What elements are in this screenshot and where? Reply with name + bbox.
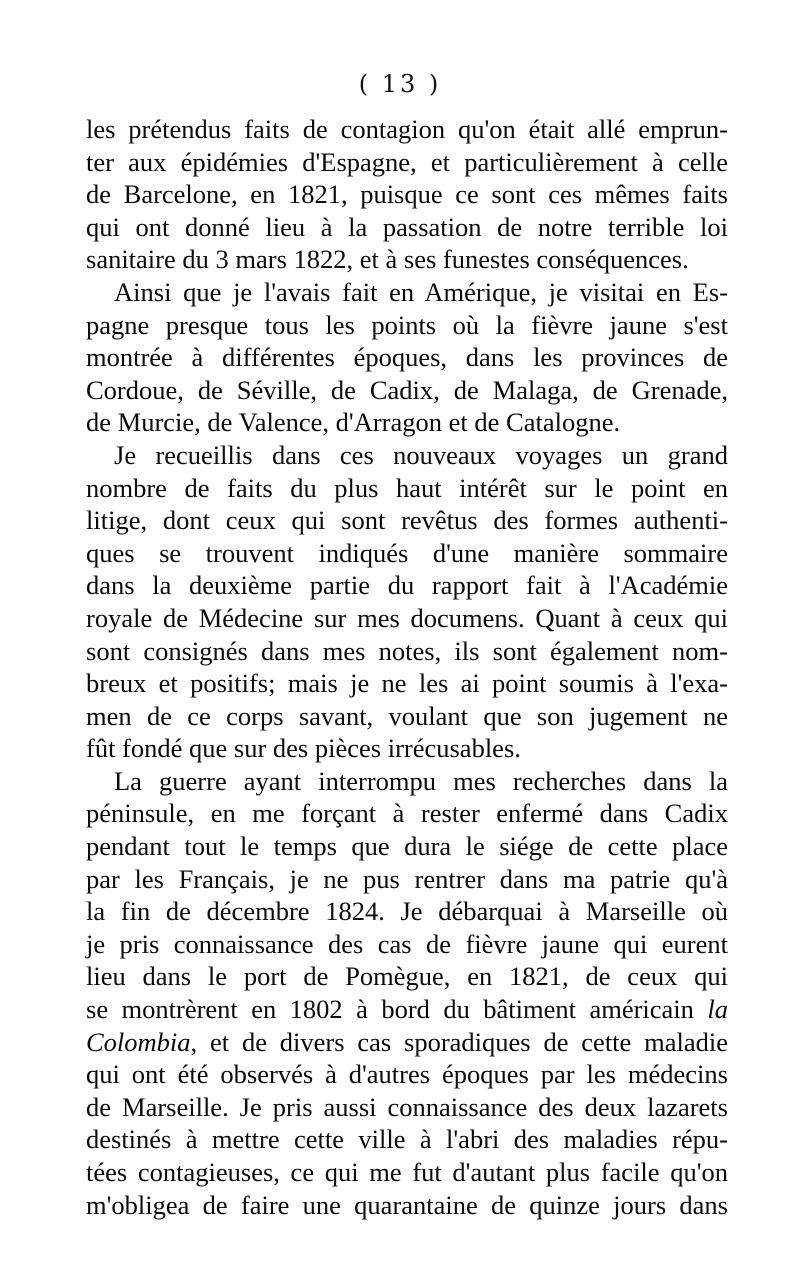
text-line: litige, dont ceux qui sont revêtus des formes authenti- [86, 505, 728, 536]
text-line: péninsule, en me forçant à rester enfermé dans Cadix [86, 798, 728, 829]
text-line: de Barcelone, en 1821, puisque ce sont ces mêmes faits [86, 179, 728, 210]
text-line: Cordoue, de Séville, de Cadix, de Malaga, de Grenade, [86, 374, 728, 405]
paragraph-first-line: Ainsi que je l'avais fait en Amérique, je visitai en Es- [114, 276, 728, 307]
text-line: montrée à différentes époques, dans les provinces de [86, 342, 728, 373]
text-line: la fin de décembre 1824. Je débarquai à Marseille où [86, 896, 728, 927]
text-line: tées contagieuses, ce qui me fut d'autant plus facile qu'on [86, 1157, 728, 1187]
text-line: qui ont donné lieu à la passation de notre terrible loi [86, 211, 728, 242]
text-line: sanitaire du 3 mars 1822, et à ses funestes conséquences. [86, 244, 689, 275]
italic-text-run: la [707, 994, 729, 1025]
italic-text-run: Colombia [86, 1026, 191, 1057]
text-line: ques se trouvent indiqués d'une manière sommaire [86, 537, 728, 568]
text-line: lieu dans le port de Pomègue, en 1821, de ceux qui [86, 961, 728, 992]
text-line: nombre de faits du plus haut intérêt sur le point en [86, 472, 728, 503]
paragraph-first-line: Je recueillis dans ces nouveaux voyages un grand [114, 439, 728, 470]
body-text [86, 113, 728, 1221]
text-line: je pris connaissance des cas de fièvre jaune qui eurent [86, 928, 728, 959]
text-line: m'obligea de faire une quarantaine de quinze jours dans [86, 1189, 728, 1220]
text-run: se montrèrent en 1802 à bord du bâtiment américain [86, 994, 694, 1025]
text-line: de Murcie, de Valence, d'Arragon et de Catalogne. [86, 407, 621, 438]
text-line: ter aux épidémies d'Espagne, et particulièrement à celle [86, 146, 728, 177]
text-line-with-italic [86, 993, 728, 1026]
text-line: pagne presque tous les points où la fièvre jaune s'est [86, 309, 728, 340]
text-line: les prétendus faits de contagion qu'on était allé emprun- [86, 114, 728, 144]
text-line: breux et positifs; mais je ne les ai point soumis à l'exa- [86, 668, 728, 699]
text-line: men de ce corps savant, voulant que son jugement ne [86, 700, 728, 731]
text-line: pendant tout le temps que dura le siége de cette place [86, 831, 728, 862]
paragraph-first-line: La guerre ayant interrompu mes recherches dans la [114, 765, 728, 796]
text-line: fût fondé que sur des pièces irrécusables. [86, 733, 521, 764]
text-line: dans la deuxième partie du rapport fait à l'Académie [86, 570, 728, 601]
text-line: royale de Médecine sur mes documens. Quant à ceux qui [86, 602, 728, 633]
text-run: , et de divers cas sporadiques de cette maladie [190, 1026, 728, 1057]
text-line: qui ont été observés à d'autres époques par les médecins [86, 1059, 728, 1090]
text-line-with-italic [86, 1026, 728, 1059]
text-line: de Marseille. Je pris aussi connaissance des deux lazarets [86, 1091, 728, 1122]
text-line: sont consignés dans mes notes, ils sont également nom- [86, 635, 728, 666]
text-line: par les Français, je ne pus rentrer dans ma patrie qu'à [86, 863, 728, 894]
text-line: destinés à mettre cette ville à l'abri des maladies répu- [86, 1124, 728, 1155]
page-number: ( 13 ) [358, 70, 442, 98]
